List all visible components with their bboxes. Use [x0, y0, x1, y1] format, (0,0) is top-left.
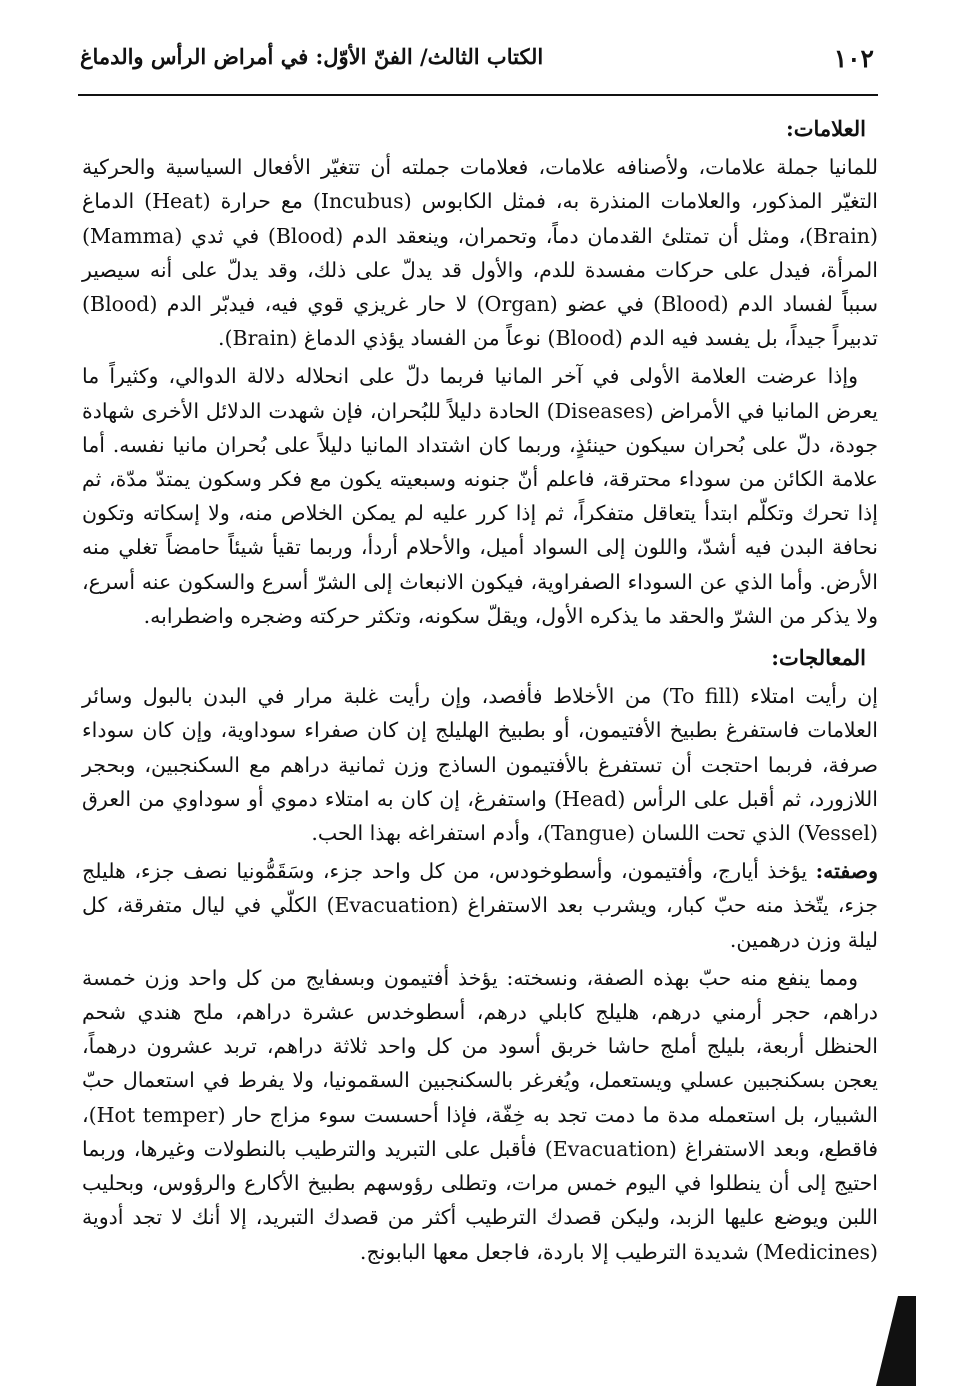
running-header: [80, 38, 874, 82]
page-number: ١٠٢: [833, 44, 874, 73]
paragraph-treatments-1: إن رأيت امتلاء (To fill) من الأخلاط فأفصد، وإن رأيت غلبة مرار في البدن بالبول وسائر العلامات فاستفرغ بطبيخ الأفتيمون، أو بطبيخ الهليلج إن كان صفراء سوداوية، وإن كان سوداء صرفة، فربما احتجت أن تستفرغ بالأفتيمون الساذج وزن ثمانية دراهم مع السكنجبين، وبحجر اللازورد، ثم أقبل على الرأس (Head) واستفرغ، إن كان به امتلاء دموي أو سوداوي من العرق (Vessel) الذي تحت اللسان (Tangue)، وأدم استفراغه بهذا الحب.: [82, 684, 878, 846]
section-heading-treatments: المعالجات:: [771, 645, 866, 671]
recipe-lead: وصفته:: [815, 859, 878, 884]
running-title: الكتاب الثالث/ الفنّ الأوّل: في أمراض الرأس والدماغ: [80, 44, 544, 69]
paragraph-treatments-3: ومما ينفع منه حبّ بهذه الصفة، ونسخته: يؤخذ أفتيمون وبسفايج من كل واحد وزن خمسة دراهم، حجر أرمني درهم، هليلج كابلي درهم، أسطوخدس عشرة دراهم، ملح هندي شحم الحنظل أربعة، بليلج أملج حاشا خربق أسود من كل واحد ثلاثة دراهم، تربد عشرون درهماً، يعجن بسكنجبين عسلي ويستعمل، ويُغرغر بالسكنجبين السقمونيا، ولا يفرط في استعمال حبّ الشبيار، بل استعمله مدة ما دمت تجد به خِفّة، فإذا أحسست سوء مزاج حار (Hot temper)، فاقطع، وبعد الاستفراغ (Evacuation) فأقبل على التبريد والترطيب بالنطولات وغيرها، وربما احتيج إلى أن ينطلوا في اليوم خمس مرات، وتطلى رؤوسهم بطبيخ الأكارع والرؤوس، وبحليب اللبن ويوضع عليها الزبد، وليكن قصدك الترطيب أكثر من قصدك التبريد، إلا أنك لا تجد أدوية (Medicines) شديدة الترطيب إلا باردة، فاجعل معها البابونج.: [82, 965, 879, 1264]
scan-shadow-mark: [876, 1296, 916, 1386]
paragraph-recipe: [82, 854, 878, 957]
header-rule: [78, 94, 878, 96]
paragraph-signs-2: وإذا عرضت العلامة الأولى في آخر المانيا فربما دلّ على انحلاله دلالة الدوالي، وكثيراً ما يعرض المانيا في الأمراض (Diseases) الحادة دليلاً للبُحران، فإن شهدت الدلائل الأخرى شهادة جودة، دلّ على بُحران سيكون حينئذٍ، وربما كان اشتداد المانيا دليلاً على بُحران مانيا نفسه. أما علامة الكائن من سوداء محترقة، فاعلم أنّ جنونه وسبعيته يكون مع فكر وسكون يمتدّ مدّة، ثم إذا تحرك وتكلّم ابتدأ يتعاقل متفكراً، ثم إذا كرر عليه لم يمكن الخلاص منه، ولا إسكاته وتكون نحافة البدن فيه أشدّ، واللون إلى السواد أميل، والأحلام أردأ، وربما تقيأ شيئاً حامضاً تغلي منه الأرض. وأما الذي عن السوداء الصفراوية، فيكون الانبعاث إلى الشرّ أسرع والسكون عنه أسرع، ولا يذكر من الشرّ والحقد ما يذكره الأول، ويقلّ سكونه، وتكثر حركته وضجره واضطرابه.: [82, 364, 878, 628]
body-text: [82, 104, 878, 1269]
section-heading-signs: العلامات:: [785, 116, 866, 141]
recipe-text: يؤخذ أيارج، وأفتيمون، وأسطوخودس، من كل واحد جزء، وسَقَمُّونيا نصف جزء، هليلج جزء، يتّخذ منه حبّ كبار، ويشرب بعد الاستفراغ (Evacuation) الكلّي في ليال متفرقة، كل ليلة وزن درهمين.: [82, 859, 879, 952]
paragraph-signs-1: للمانيا جملة علامات، ولأصنافه علامات، فعلامات جملته أن تتغيّر الأفعال السياسية والحركية التغيّر المذكور، والعلامات المنذرة به، فمثل الكابوس (Incubus) مع حرارة (Heat) الدماغ (Brain)، ومثل أن تمتلئ القدمان دماً، وتحمران، وينعقد الدم (Blood) في ثدي (Mamma) المرأة، فيدل على حركات مفسدة للدم، والأول قد يدلّ على ذلك، وقد يدلّ على أنه سيصير سبباً لفساد الدم (Blood) في عضو (Organ) لا حار غريزي قوي فيه، فيدبّر الدم (Blood) تدبيراً جيداً، بل يفسد فيه الدم (Blood) نوعاً من الفساد يؤذي الدماغ (Brain).: [82, 155, 878, 351]
